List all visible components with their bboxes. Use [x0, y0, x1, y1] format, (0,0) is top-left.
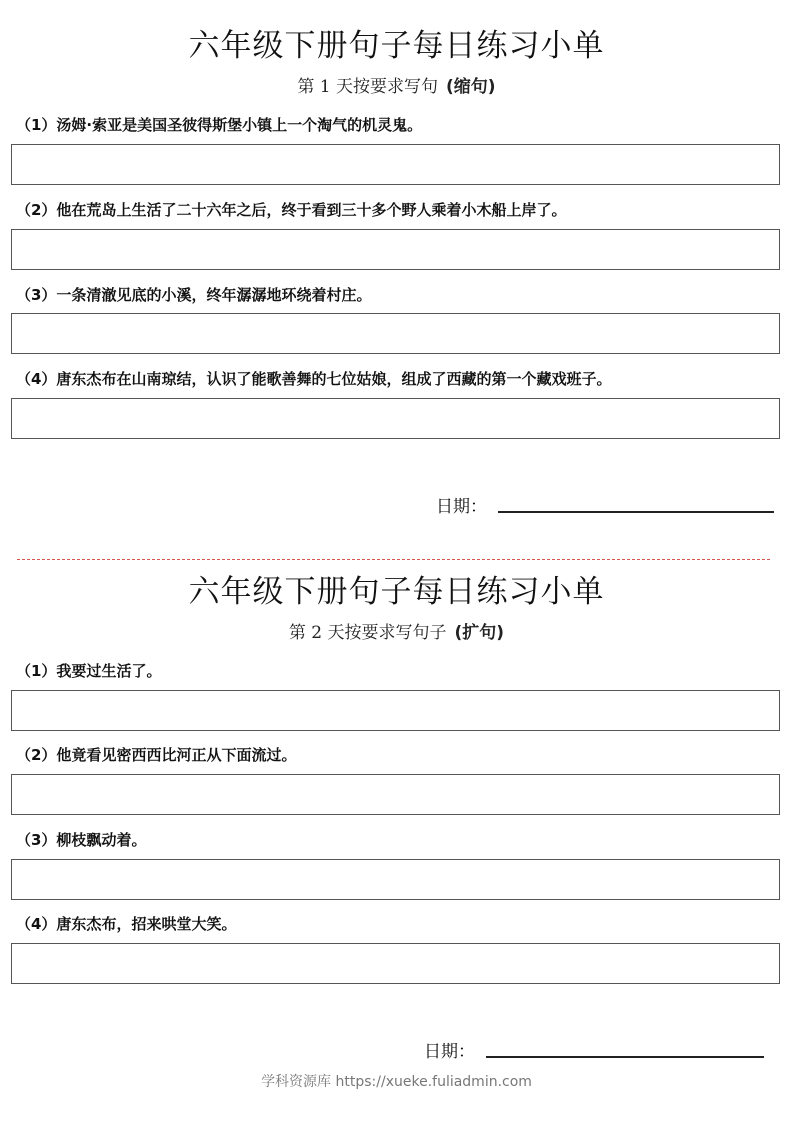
page-title: 六年级下册句子每日练习小单 [188, 28, 605, 64]
answer-box-4[interactable] [11, 943, 780, 984]
answer-box-3[interactable] [11, 859, 780, 900]
question-1: （1）汤姆·索亚是美国圣彼得斯堡小镇上一个淘气的机灵鬼。 [16, 116, 423, 134]
cut-line-divider [17, 559, 770, 560]
subtitle-text: 第 1 天按要求写句 [297, 77, 439, 97]
answer-box-4[interactable] [11, 398, 780, 439]
question-2: （2）他在荒岛上生活了二十六年之后，终于看到三十多个野人乘着小木船上岸了。 [16, 201, 567, 219]
answer-box-1[interactable] [11, 690, 780, 731]
question-3: （3）柳枝飘动着。 [16, 831, 147, 849]
task-type-tag: (扩句) [454, 623, 505, 643]
footer-watermark: 学科资源库 https://xueke.fuliadmin.com [261, 1074, 532, 1090]
answer-box-3[interactable] [11, 313, 780, 354]
page-title: 六年级下册句子每日练习小单 [188, 574, 605, 610]
date-label: 日期： [424, 1042, 475, 1062]
subtitle-text: 第 2 天按要求写句子 [288, 623, 447, 643]
question-4: （4）唐东杰布在山南琼结，认识了能歌善舞的七位姑娘，组成了西藏的第一个藏戏班子。 [16, 370, 612, 388]
question-2: （2）他竟看见密西西比河正从下面流过。 [16, 746, 297, 764]
page-subtitle [0, 618, 793, 643]
date-label: 日期： [436, 497, 487, 517]
question-4: （4）唐东杰布，招来哄堂大笑。 [16, 915, 237, 933]
question-3: （3）一条清澈见底的小溪，终年潺潺地环绕着村庄。 [16, 286, 372, 304]
task-type-tag: (缩句) [446, 77, 496, 97]
answer-box-1[interactable] [11, 144, 780, 185]
answer-box-2[interactable] [11, 774, 780, 815]
date-input-line[interactable] [498, 511, 774, 513]
answer-box-2[interactable] [11, 229, 780, 270]
date-input-line[interactable] [486, 1056, 764, 1058]
question-1: （1）我要过生活了。 [16, 662, 162, 680]
page-subtitle [0, 72, 793, 97]
